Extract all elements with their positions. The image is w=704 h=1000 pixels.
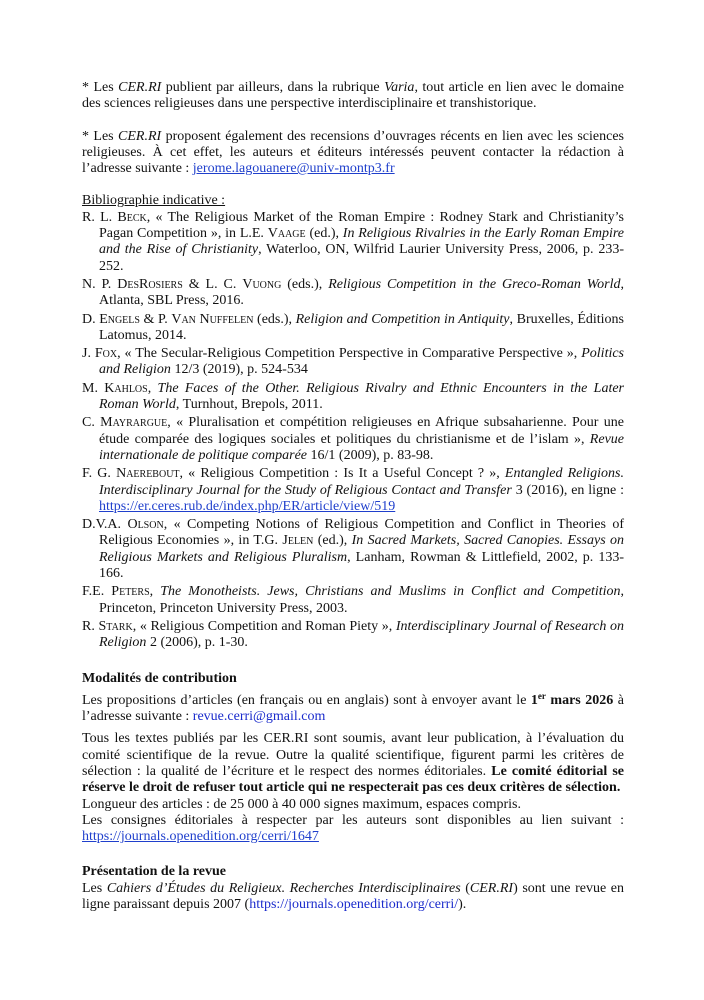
bibliography-list bbox=[82, 210, 624, 652]
intro-paragraph-reviews: * Les CER.RI proposent également des recensions d’ouvrages récents en lien avec les sciences religieuses. À cet effet, les auteurs et éditeurs intéressés peuvent contacter la rédaction à l’adresse suivante : jerome.lagouanere@univ-montp3.fr bbox=[82, 128, 625, 177]
document-page bbox=[82, 80, 624, 913]
bib-entry-engels: D. Engels & P. Van Nuffelen (eds.), Religion and Competition in Antiquity, Bruxelles, Éditions Latomus, 2014. bbox=[82, 311, 625, 343]
contribution-review-paragraph: Tous les textes publiés par les CER.RI sont soumis, avant leur publication, à l’évaluation du comité scientifique de la revue. Outre la qualité scientifique, figurent parmi les critères de sélection : la qualité de l’écriture et le respect des normes éditoriales. Le comité éditorial se réserve le droit de refuser tout article qui ne respecterait pas ces deux critères de sélection. bbox=[82, 731, 624, 796]
editorial-guidelines-paragraph: Les consignes éditoriales à respecter par les auteurs sont disponibles au lien suivant : https://journals.openedition.org/cerri/1647 bbox=[82, 812, 624, 845]
bibliography-title: Bibliographie indicative : bbox=[82, 193, 226, 209]
bib-entry-fox: J. Fox, « The Secular-Religious Competition Perspective in Comparative Perspective », Politics and Religion 12/3 (2019), p. 524-534 bbox=[82, 346, 625, 378]
editor-email-link[interactable]: jerome.lagouanere@univ-montp3.fr bbox=[192, 161, 395, 177]
intro-paragraph-varia: * Les CER.RI publient par ailleurs, dans la rubrique Varia, tout article en lien avec le domaine des sciences religieuses dans une perspective interdisciplinaire et transhistorique. bbox=[82, 80, 624, 112]
presentation-paragraph: Les Cahiers d’Études du Religieux. Recherches Interdisciplinaires (CER.RI) sont une revue en ligne paraissant depuis 2007 (https://journals.openedition.org/cerri/). bbox=[82, 880, 624, 913]
journal-website-link[interactable]: https://journals.openedition.org/cerri/ bbox=[249, 897, 459, 913]
bib-entry-peters: F.E. Peters, The Monotheists. Jews, Christians and Muslims in Conflict and Competition, Princeton, Princeton University Press, 2003. bbox=[82, 584, 625, 616]
submission-email-link[interactable]: revue.cerri@gmail.com bbox=[192, 709, 326, 725]
bib-entry-olson: D.V.A. Olson, « Competing Notions of Religious Competition and Conflict in Theories of Religious Economies », in T.G. Jelen (ed.), In Sacred Markets, Sacred Canopies. Essays on Religious Markets and Religious Pluralism, Lanham, Rowman & Littlefield, 2002, p. 133-166. bbox=[82, 517, 625, 582]
bib-entry-stark: R. Stark, « Religious Competition and Roman Piety », Interdisciplinary Journal of Research on Religion 2 (2006), p. 1-30. bbox=[82, 618, 624, 651]
contribution-deadline-paragraph: Les propositions d’articles (en français ou en anglais) sont à envoyer avant le 1er mars 2026 à l’adresse suivante : revue.cerri@gmail.com bbox=[82, 690, 624, 725]
presentation-heading: Présentation de la revue bbox=[82, 864, 226, 880]
article-length-paragraph: Longueur des articles : de 25 000 à 40 000 signes maximum, espaces compris. bbox=[82, 796, 521, 812]
editorial-guidelines-link[interactable]: https://journals.openedition.org/cerri/1647 bbox=[82, 829, 319, 845]
bib-entry-beck: R. L. Beck, « The Religious Market of the Roman Empire : Rodney Stark and Christianity’s Pagan Competition », in L.E. Vaage (ed.), In Religious Rivalries in the Early Roman Empire and the Rise of Christianity, Waterloo, ON, Wilfrid Laurier University Press, 2006, p. 233-252. bbox=[82, 209, 624, 274]
naerebout-article-link[interactable]: https://er.ceres.rub.de/index.php/ER/article/view/519 bbox=[99, 498, 396, 514]
deadline-date: 1er mars 2026 bbox=[530, 690, 614, 708]
bib-entry-naerebout: F. G. Naerebout, « Religious Competition : Is It a Useful Concept ? », Entangled Religions. Interdisciplinary Journal for the Study of Religious Contact and Transfer 3 (2016), en ligne : https://er.ceres.rub.de/index.php/ER/article/view/519 bbox=[82, 466, 624, 514]
contribution-heading: Modalités de contribution bbox=[82, 670, 237, 686]
bib-entry-kahlos: M. Kahlos, The Faces of the Other. Religious Rivalry and Ethnic Encounters in the Later Roman World, Turnhout, Brepols, 2011. bbox=[82, 380, 625, 413]
cerri-abbr: CER.RI bbox=[118, 128, 162, 144]
cerri-abbr: CER.RI bbox=[118, 80, 162, 95]
bib-entry-desrosiers: N. P. DesRosiers & L. C. Vuong (eds.), Religious Competition in the Greco-Roman World, Atlanta, SBL Press, 2016. bbox=[82, 276, 624, 309]
bib-entry-mayrargue: C. Mayrargue, « Pluralisation et compétition religieuses en Afrique subsaharienne. Pour une étude comparée des logiques sociales et politiques du christianisme et de l’islam », Revue internationale de politique comparée 16/1 (2009), p. 83-98. bbox=[82, 415, 624, 463]
journal-title: Cahiers d’Études du Religieux. Recherches Interdisciplinaires bbox=[106, 880, 461, 896]
cerri-abbr: CER.RI bbox=[469, 880, 514, 896]
editorial-rights-note: Le comité éditorial se réserve le droit de refuser tout article qui ne respecterait pas ces deux critères de sélection. bbox=[82, 763, 624, 796]
varia-rubric: Varia bbox=[384, 80, 415, 95]
